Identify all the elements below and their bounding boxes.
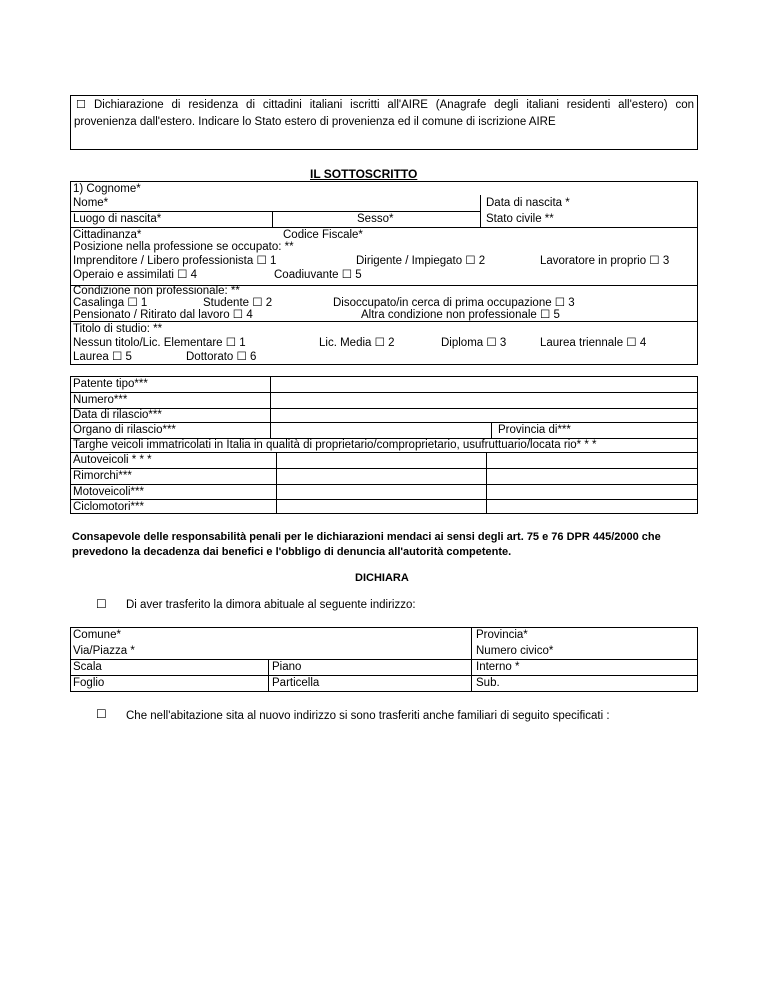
veicoli-row-label: Motoveicoli*** — [73, 486, 144, 498]
veicoli-title: Targhe veicoli immatricolati in Italia in qualità di proprietario/comproprietario, usufruttuario/locata rio* * * — [73, 439, 597, 451]
aire-checkbox[interactable]: ☐ — [76, 98, 86, 111]
condizione-option[interactable]: Pensionato / Ritirato dal lavoro ☐ 4 — [73, 309, 253, 321]
sub-label: Sub. — [476, 677, 500, 689]
patente-tipo-label: Patente tipo*** — [73, 378, 148, 390]
professione-option[interactable]: Coadiuvante ☐ 5 — [274, 269, 362, 281]
particella-label: Particella — [272, 677, 320, 689]
professione-option[interactable]: Lavoratore in proprio ☐ 3 — [540, 255, 670, 267]
scala-label: Scala — [73, 661, 102, 673]
option2-text: Che nell'abitazione sita al nuovo indirizzo si sono trasferiti anche familiari di seguito specificati : — [126, 710, 610, 722]
patente-organo-label: Organo di rilascio*** — [73, 424, 176, 436]
piano-label: Piano — [272, 661, 302, 673]
consapevole-text: Consapevole delle responsabilità penali per le dichiarazioni mendaci ai sensi degli art. 75 e 76 DPR 445/2000 che prevedono la decadenza dai benefici e l'obbligo di denuncia all'autorità competente. — [72, 531, 661, 558]
interno-label: Interno * — [476, 661, 520, 673]
aire-text: Dichiarazione di residenza di cittadini italiani iscritti all'AIRE (Anagrafe degli italiani residenti all'estero) con provenienza dall'estero. Indicare lo Stato estero di provenienza ed il comune di iscrizione AIRE — [74, 99, 694, 128]
professione-option[interactable]: Operaio e assimilati ☐ 4 — [73, 269, 198, 281]
condizione-option[interactable]: Casalinga ☐ 1 — [73, 297, 148, 309]
option1-checkbox[interactable]: ☐ — [96, 597, 107, 611]
luogo-nascita-label: Luogo di nascita* — [73, 213, 162, 225]
veicoli-row-label: Rimorchi*** — [73, 470, 132, 482]
studio-option[interactable]: Lic. Media ☐ 2 — [319, 337, 395, 349]
option2-checkbox[interactable]: ☐ — [96, 707, 107, 721]
veicoli-row-label: Ciclomotori*** — [73, 501, 144, 513]
studio-option[interactable]: Diploma ☐ 3 — [441, 337, 507, 349]
patente-provincia-label: Provincia di*** — [498, 424, 571, 436]
professione-option[interactable]: Imprenditore / Libero professionista ☐ 1 — [73, 255, 277, 267]
option1-text: Di aver trasferito la dimora abituale al seguente indirizzo: — [126, 599, 416, 611]
professione-title: Posizione nella professione se occupato: ** — [73, 241, 294, 253]
cognome-label: 1) Cognome* — [73, 183, 141, 195]
studio-option[interactable]: Laurea triennale ☐ 4 — [540, 337, 647, 349]
condizione-title: Condizione non professionale: ** — [73, 285, 240, 297]
patente-data-label: Data di rilascio*** — [73, 409, 162, 421]
studio-option[interactable]: Laurea ☐ 5 — [73, 351, 132, 363]
condizione-option[interactable]: Altra condizione non professionale ☐ 5 — [361, 309, 560, 321]
condizione-option[interactable]: Studente ☐ 2 — [203, 297, 273, 309]
section-heading: IL SOTTOSCRITTO — [310, 167, 418, 181]
dichiara-heading: DICHIARA — [355, 572, 409, 584]
via-label: Via/Piazza * — [73, 645, 135, 657]
data-nascita-label: Data di nascita * — [486, 197, 570, 209]
studio-option[interactable]: Nessun titolo/Lic. Elementare ☐ 1 — [73, 337, 246, 349]
sesso-label: Sesso* — [357, 213, 394, 225]
professione-option[interactable]: Dirigente / Impiegato ☐ 2 — [356, 255, 486, 267]
veicoli-row-label: Autoveicoli * * * — [73, 454, 152, 466]
foglio-label: Foglio — [73, 677, 105, 689]
indirizzo-provincia-label: Provincia* — [476, 629, 528, 641]
stato-civile-label: Stato civile ** — [486, 213, 554, 225]
numero-civico-label: Numero civico* — [476, 645, 554, 657]
patente-numero-label: Numero*** — [73, 394, 128, 406]
studio-option[interactable]: Dottorato ☐ 6 — [186, 351, 257, 363]
codice-fiscale-label: Codice Fiscale* — [283, 229, 363, 241]
cittadinanza-label: Cittadinanza* — [73, 229, 142, 241]
studio-title: Titolo di studio: ** — [73, 323, 163, 335]
comune-label: Comune* — [73, 629, 121, 641]
nome-label: Nome* — [73, 197, 109, 209]
condizione-option[interactable]: Disoccupato/in cerca di prima occupazione ☐ 3 — [333, 297, 575, 309]
